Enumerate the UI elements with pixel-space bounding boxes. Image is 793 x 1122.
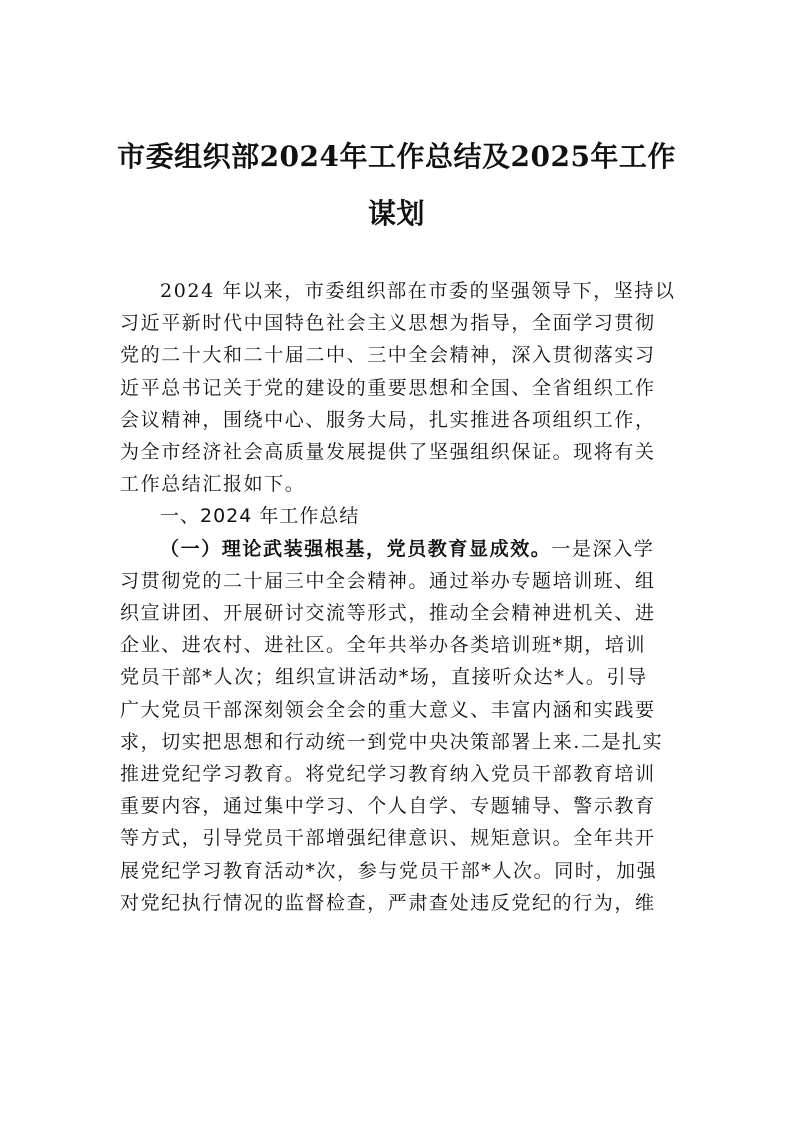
document-title [100, 128, 693, 242]
subsection-paragraph [120, 533, 680, 919]
subsection-heading: （一）理论武装强根基，党员教育显成效。 [160, 537, 552, 560]
intro-paragraph [120, 275, 680, 500]
title-line-1: 市委组织部2024年工作总结及2025年工作 [117, 140, 676, 173]
intro-line: 会议精神，围绕中心、服务大局，扎实推进各项组织工作， [120, 408, 656, 431]
subsection-first-line [120, 533, 680, 565]
subsection-first-line-rest: 一是深入学 [551, 537, 655, 560]
intro-line: 党的二十大和二十届二中、三中全会精神，深入贯彻落实习 [120, 344, 656, 367]
intro-line: 习近平新时代中国特色社会主义思想为指导，全面学习贯彻 [120, 312, 656, 335]
body-line: 企业、进农村、进社区。全年共举办各类培训班*期，培训 [120, 634, 647, 657]
body-line: 求，切实把思想和行动统一到党中央决策部署上来.二是扎实 [120, 730, 664, 753]
intro-line: 2024 年以来，市委组织部在市委的坚强领导下，坚持以 [160, 280, 676, 302]
body-line: 重要内容，通过集中学习、个人自学、专题辅导、警示教育 [120, 795, 656, 818]
body-line: 织宣讲团、开展研讨交流等形式，推动全会精神进机关、进 [120, 602, 656, 625]
body-line: 等方式，引导党员干部增强纪律意识、规矩意识。全年共开 [120, 827, 656, 850]
body-line: 广大党员干部深刻领会全会的重大意义、丰富内涵和实践要 [120, 698, 656, 721]
title-line-2: 谋划 [367, 197, 425, 230]
body-line: 党员干部*人次；组织宣讲活动*场，直接听众达*人。引导 [120, 666, 648, 689]
intro-line: 工作总结汇报如下。 [120, 473, 306, 496]
body-line: 习贯彻党的二十届三中全会精神。通过举办专题培训班、组 [120, 569, 656, 592]
intro-line: 近平总书记关于党的建设的重要思想和全国、全省组织工作 [120, 376, 656, 399]
body-line: 推进党纪学习教育。将党纪学习教育纳入党员干部教育培训 [120, 763, 656, 786]
section-heading: 一、2024 年工作总结 [160, 505, 360, 528]
document-body [120, 275, 680, 919]
body-line: 展党纪学习教育活动*次，参与党员干部*人次。同时，加强 [120, 859, 658, 882]
intro-line: 为全市经济社会高质量发展提供了坚强组织保证。现将有关 [120, 441, 656, 464]
body-line: 对党纪执行情况的监督检查，严肃查处违反党纪的行为，维 [120, 891, 656, 914]
